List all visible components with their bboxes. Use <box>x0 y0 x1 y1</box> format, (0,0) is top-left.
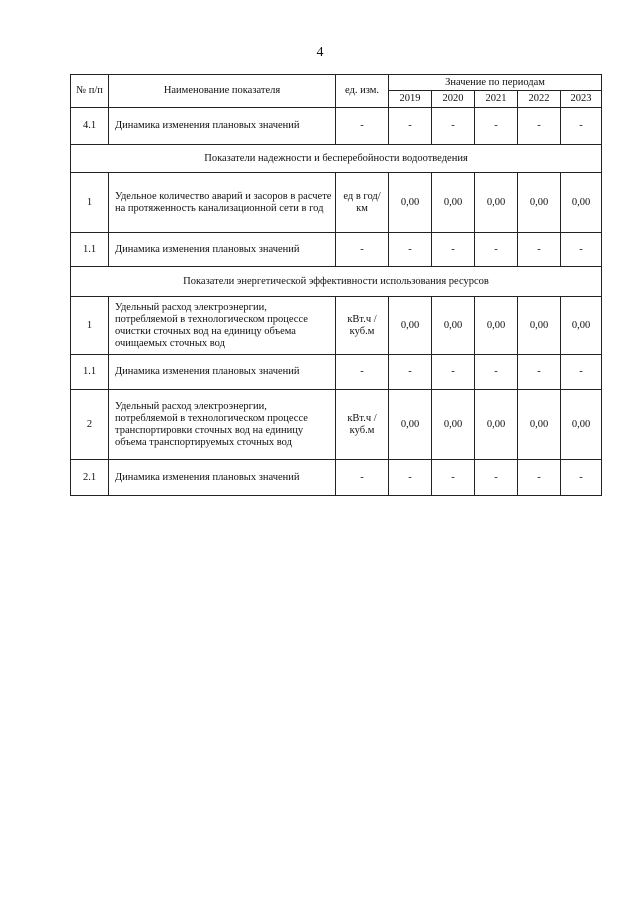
row-value: - <box>475 460 518 496</box>
row-name: Динамика изменения плановых значений <box>109 355 336 390</box>
row-value: 0,00 <box>432 297 475 355</box>
row-value: 0,00 <box>561 390 602 460</box>
table-row <box>71 355 602 390</box>
row-unit: кВт.ч / куб.м <box>336 297 389 355</box>
header-year: 2023 <box>561 91 602 108</box>
row-value: - <box>561 460 602 496</box>
row-value: 0,00 <box>561 297 602 355</box>
row-value: - <box>432 460 475 496</box>
row-value: 0,00 <box>389 390 432 460</box>
row-value: - <box>561 355 602 390</box>
table-row <box>71 460 602 496</box>
row-value: - <box>389 233 432 267</box>
row-value: 0,00 <box>518 390 561 460</box>
row-value: - <box>561 108 602 145</box>
row-value: - <box>475 233 518 267</box>
section-header-row <box>71 267 602 297</box>
row-value: - <box>475 355 518 390</box>
row-value: 0,00 <box>475 173 518 233</box>
row-name: Удельное количество аварий и засоров в расчете на протяженность канализационной сети в год <box>109 173 336 233</box>
table-row <box>71 108 602 145</box>
row-name: Динамика изменения плановых значений <box>109 108 336 145</box>
header-unit: ед. изм. <box>336 75 389 108</box>
section-title-reliability: Показатели надежности и бесперебойности водоотведения <box>71 145 602 173</box>
header-periods: Значение по периодам <box>389 75 602 91</box>
row-unit: кВт.ч / куб.м <box>336 390 389 460</box>
row-value: - <box>432 108 475 145</box>
row-num: 1 <box>71 173 109 233</box>
row-num: 1.1 <box>71 233 109 267</box>
header-year: 2020 <box>432 91 475 108</box>
table-row <box>71 297 602 355</box>
table-row <box>71 173 602 233</box>
row-value: 0,00 <box>475 390 518 460</box>
row-value: - <box>389 108 432 145</box>
header-name: Наименование показателя <box>109 75 336 108</box>
section-title-energy: Показатели энергетической эффективности использования ресурсов <box>71 267 602 297</box>
header-year: 2022 <box>518 91 561 108</box>
row-value: 0,00 <box>518 173 561 233</box>
row-value: 0,00 <box>389 173 432 233</box>
row-value: 0,00 <box>389 297 432 355</box>
row-value: 0,00 <box>432 390 475 460</box>
row-name: Динамика изменения плановых значений <box>109 233 336 267</box>
row-num: 1.1 <box>71 355 109 390</box>
row-value: 0,00 <box>475 297 518 355</box>
row-unit: - <box>336 233 389 267</box>
row-unit: - <box>336 108 389 145</box>
table-row <box>71 233 602 267</box>
row-name: Динамика изменения плановых значений <box>109 460 336 496</box>
row-name: Удельный расход электроэнергии, потребляемой в технологическом процессе очистки сточных вод на единицу объема очищаемых сточных вод <box>109 297 336 355</box>
row-value: - <box>561 233 602 267</box>
row-value: - <box>518 108 561 145</box>
section-header-row <box>71 145 602 173</box>
row-value: 0,00 <box>561 173 602 233</box>
header-year: 2021 <box>475 91 518 108</box>
row-value: - <box>389 460 432 496</box>
row-value: 0,00 <box>432 173 475 233</box>
row-name: Удельный расход электроэнергии, потребляемой в технологическом процессе транспортировки сточных вод на единицу объема транспортируемых сточных вод <box>109 390 336 460</box>
page-number: 4 <box>316 45 324 60</box>
header-num: № п/п <box>71 75 109 108</box>
row-value: - <box>518 460 561 496</box>
indicators-table <box>70 74 602 496</box>
row-unit: ед в год/ км <box>336 173 389 233</box>
row-num: 1 <box>71 297 109 355</box>
row-num: 4.1 <box>71 108 109 145</box>
row-num: 2.1 <box>71 460 109 496</box>
row-value: - <box>518 233 561 267</box>
row-value: 0,00 <box>518 297 561 355</box>
row-value: - <box>475 108 518 145</box>
row-value: - <box>432 233 475 267</box>
row-unit: - <box>336 355 389 390</box>
row-num: 2 <box>71 390 109 460</box>
header-year: 2019 <box>389 91 432 108</box>
row-value: - <box>389 355 432 390</box>
row-value: - <box>432 355 475 390</box>
table-row <box>71 390 602 460</box>
row-unit: - <box>336 460 389 496</box>
row-value: - <box>518 355 561 390</box>
